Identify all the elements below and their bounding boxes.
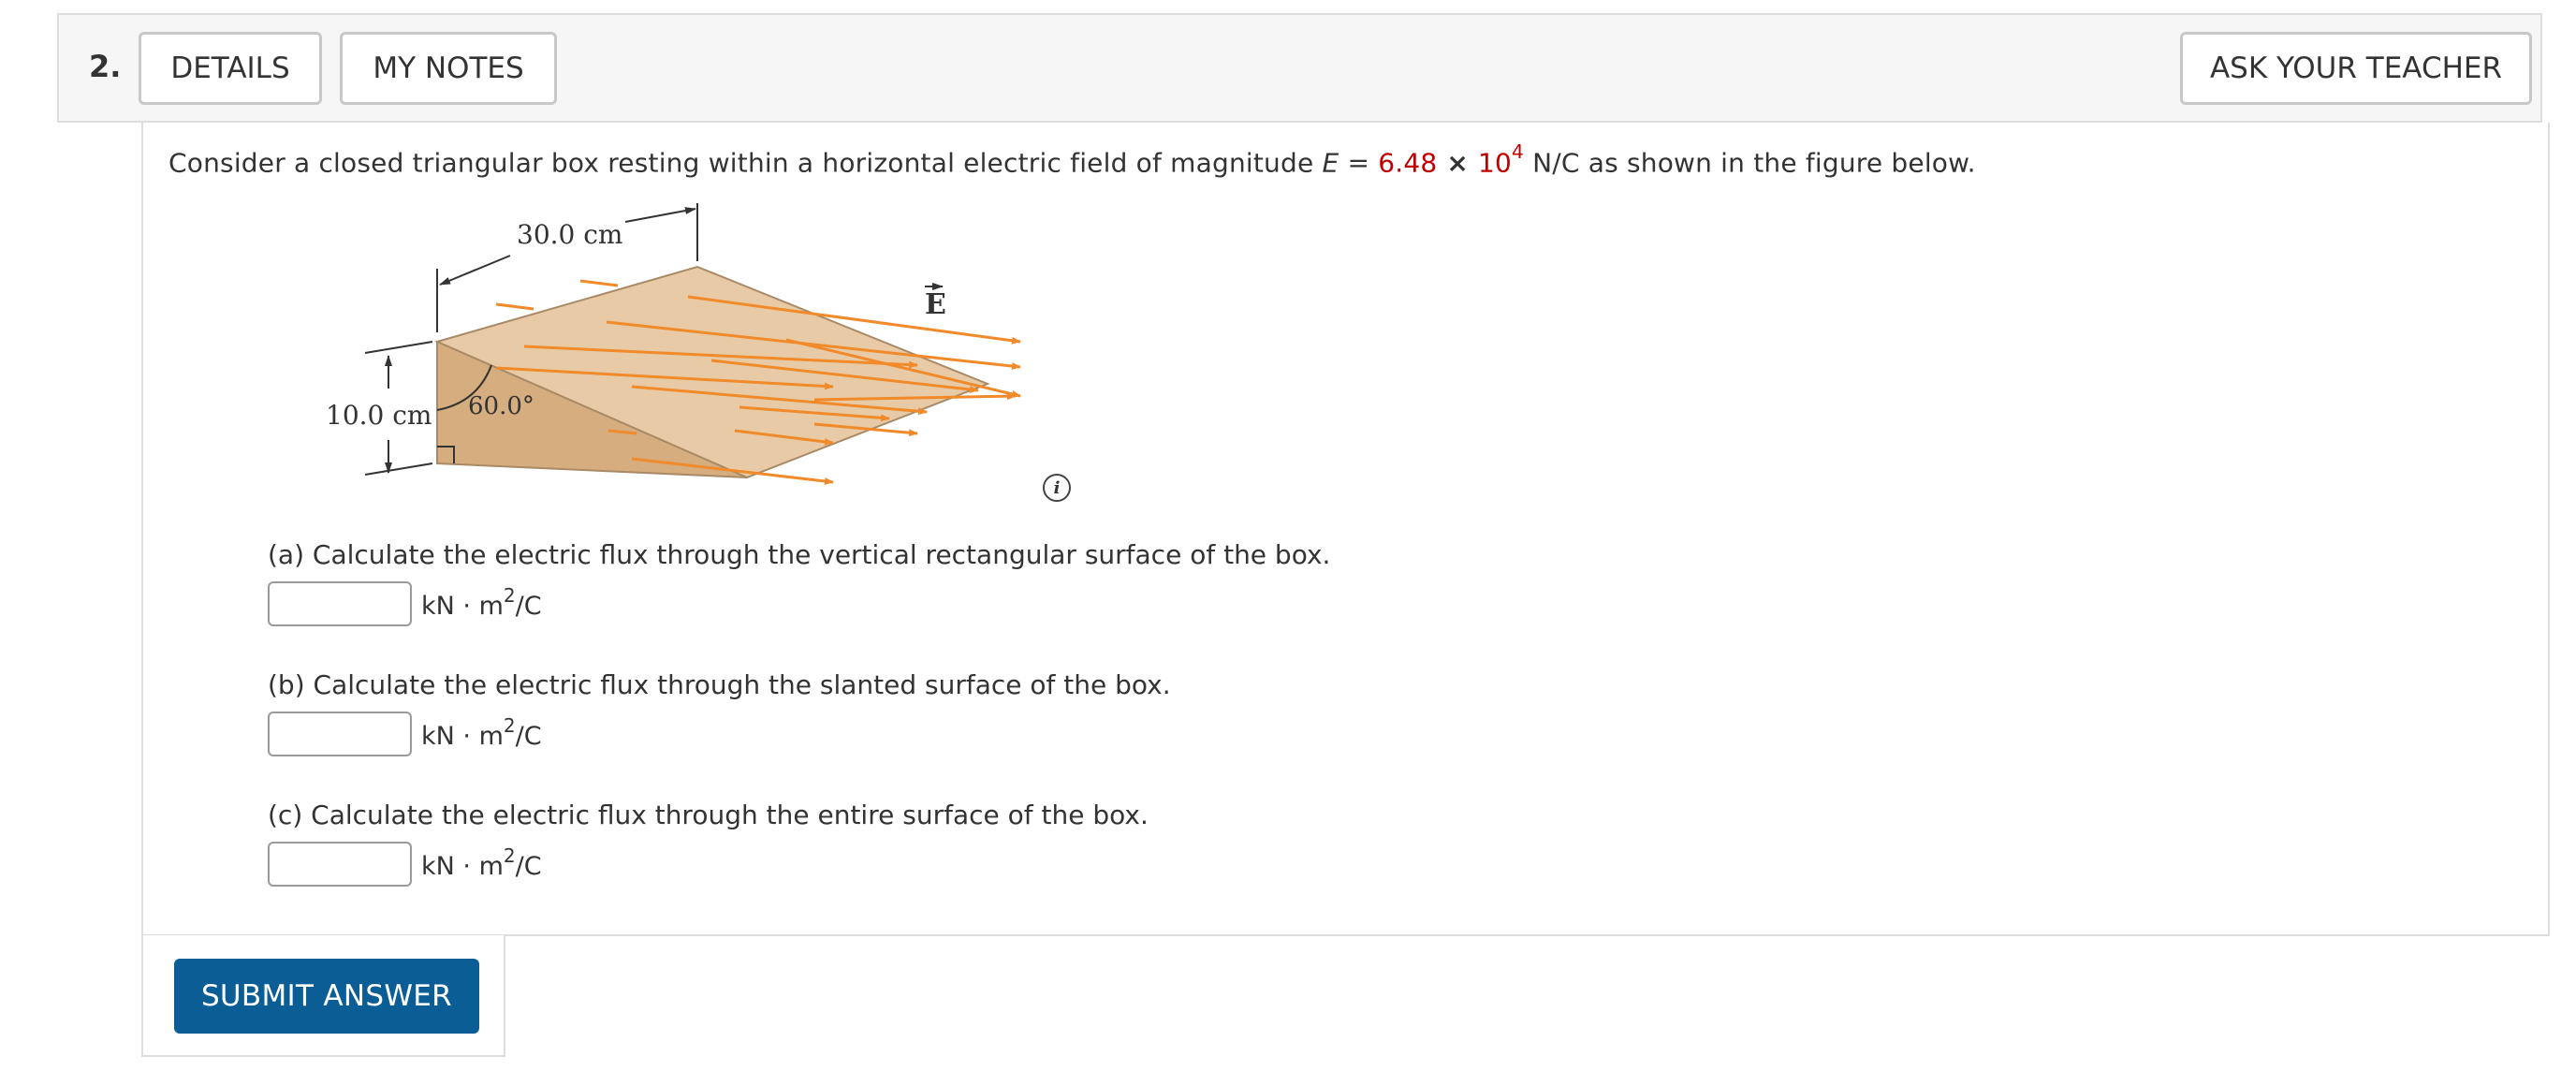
part-b-unit: [421, 714, 542, 751]
question-header: [57, 13, 2542, 123]
part-b-question: (b) Calculate the electric flux through the slanted surface of the box.: [268, 669, 1171, 700]
part-b-answer-input[interactable]: [268, 712, 412, 756]
part-c-unit: [421, 844, 542, 881]
unit-suffix: /C: [515, 722, 542, 751]
my-notes-button[interactable]: MY NOTES: [340, 32, 557, 105]
top-dimension-label: 30.0 cm: [517, 219, 623, 250]
unit-exponent: 2: [503, 714, 516, 737]
part-c-answer-input[interactable]: [268, 842, 412, 887]
field-line: [580, 281, 618, 286]
part-a-unit: [421, 584, 542, 621]
unit-exponent: 2: [503, 844, 516, 867]
prompt-text-before: Consider a closed triangular box resting within a horizontal electric field of magnitude: [168, 147, 1323, 179]
submit-answer-button[interactable]: SUBMIT ANSWER: [174, 959, 479, 1034]
unit-prefix: kN · m: [421, 592, 504, 621]
part-c-answer-row: [268, 842, 542, 887]
part-a-question: (a) Calculate the electric flux through the vertical rectangular surface of the box.: [268, 539, 1331, 570]
part-c-question: (c) Calculate the electric flux through the entire surface of the box.: [268, 800, 1149, 830]
question-number: 2.: [89, 49, 122, 84]
unit-prefix: kN · m: [421, 852, 504, 881]
field-mantissa: 6.48: [1378, 147, 1438, 179]
unit-suffix: /C: [515, 592, 542, 621]
ask-your-teacher-button[interactable]: ASK YOUR TEACHER: [2180, 32, 2532, 105]
field-vector-label: E: [925, 288, 946, 321]
part-a-answer-row: [268, 581, 542, 626]
times-sign: ×: [1437, 147, 1479, 179]
field-exponent: 4: [1512, 140, 1524, 163]
unit-prefix: kN · m: [421, 722, 504, 751]
part-a-answer-input[interactable]: [268, 581, 412, 626]
side-dimension-label: 10.0 cm: [326, 400, 432, 431]
field-base: 10: [1478, 147, 1513, 179]
info-icon[interactable]: i: [1043, 474, 1071, 502]
question-prompt: [168, 140, 1976, 179]
unit-exponent: 2: [503, 584, 516, 607]
field-line: [496, 304, 534, 309]
unit-suffix: /C: [515, 852, 542, 881]
angle-label: 60.0°: [468, 392, 534, 420]
triangular-box-figure: [309, 192, 1076, 501]
field-variable: E: [1322, 147, 1339, 179]
equals-sign: =: [1339, 147, 1379, 179]
details-button[interactable]: DETAILS: [139, 32, 322, 105]
prompt-text-after: N/C as shown in the figure below.: [1523, 147, 1976, 179]
part-b-answer-row: [268, 712, 542, 756]
